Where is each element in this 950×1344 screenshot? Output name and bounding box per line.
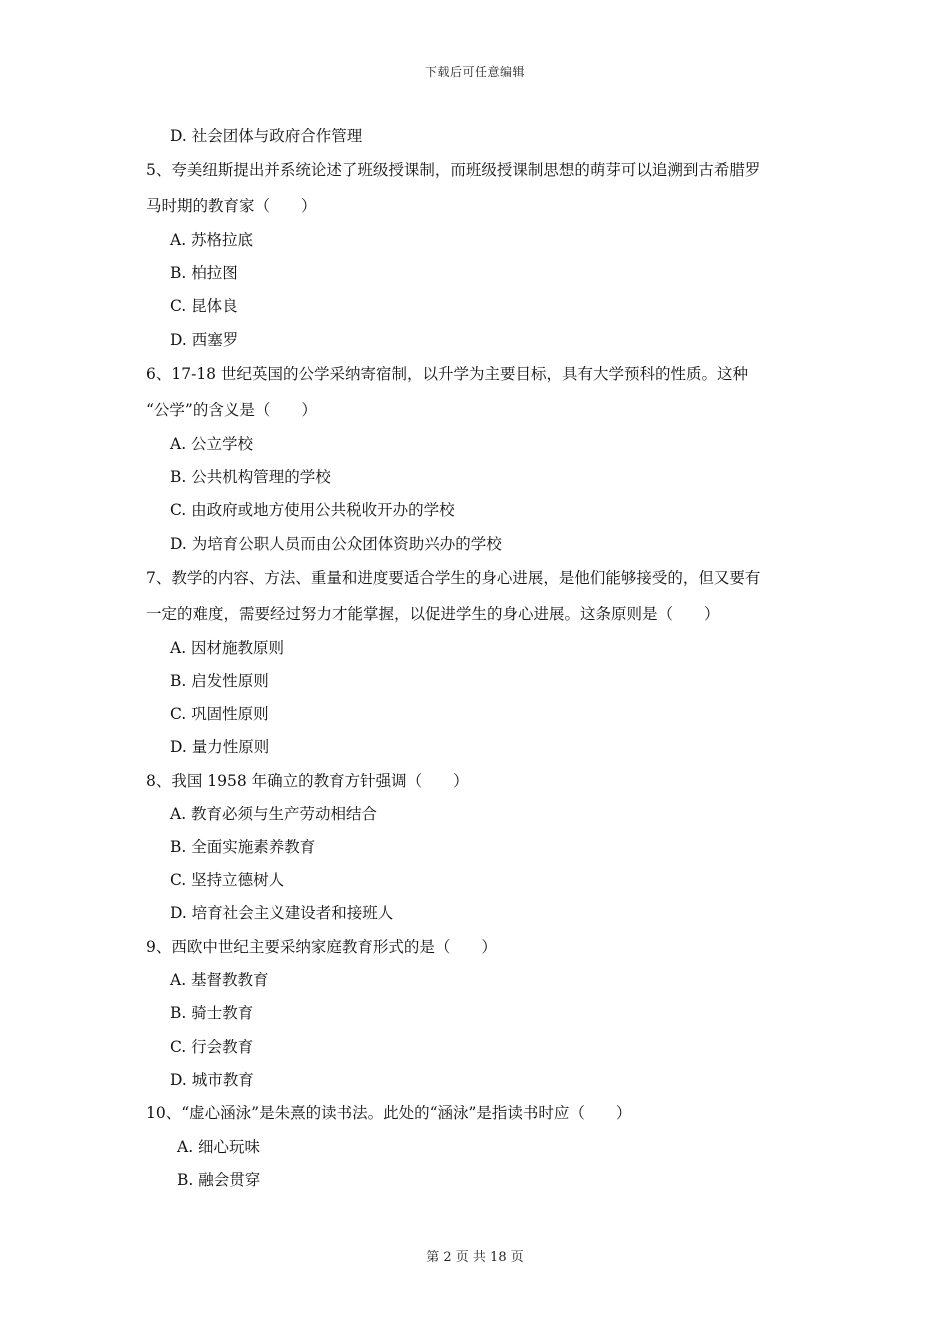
question-5: 5、夸美纽斯提出并系统论述了班级授课制，而班级授课制思想的萌芽可以追溯到古希腊罗: [146, 161, 761, 179]
question-6: 6、17-18 世纪英国的公学采纳寄宿制，以升学为主要目标，具有大学预科的性质。这种: [146, 365, 748, 383]
option-6a: A. 公立学校: [170, 435, 254, 453]
option-6d: D. 为培育公职人员而由公众团体资助兴办的学校: [170, 535, 502, 553]
option-9a: A. 基督教教育: [170, 971, 269, 989]
question-7: 7、教学的内容、方法、重量和进度要适合学生的身心进展，是他们能够接受的，但又要有: [146, 569, 761, 587]
question-5-continued: 马时期的教育家（ ）: [146, 197, 317, 215]
page-footer: 第 2 页 共 18 页: [426, 1250, 524, 1265]
option-9b: B. 骑士教育: [170, 1004, 254, 1022]
option-5a: A. 苏格拉底: [170, 231, 254, 249]
option-10a: A. 细心玩味: [177, 1138, 261, 1156]
option-6c: C. 由政府或地方使用公共税收开办的学校: [170, 501, 455, 519]
option-4d: D. 社会团体与政府合作管理: [170, 127, 363, 145]
question-10: 10、“虚心涵泳”是朱熹的读书法。此处的“涵泳”是指读书时应（ ）: [146, 1104, 632, 1122]
option-8a: A. 教育必须与生产劳动相结合: [170, 805, 378, 823]
option-7c: C. 巩固性原则: [170, 705, 269, 723]
question-9: 9、西欧中世纪主要采纳家庭教育形式的是（ ）: [146, 938, 497, 956]
question-7-continued: 一定的难度，需要经过努力才能掌握，以促进学生的身心进展。这条原则是（ ）: [146, 605, 720, 623]
question-8: 8、我国 1958 年确立的教育方针强调（ ）: [146, 772, 469, 790]
option-6b: B. 公共机构管理的学校: [170, 468, 331, 486]
option-8b: B. 全面实施素养教育: [170, 838, 316, 856]
option-8d: D. 培育社会主义建设者和接班人: [170, 904, 394, 922]
option-10b: B. 融会贯穿: [177, 1171, 261, 1189]
option-5b: B. 柏拉图: [170, 264, 238, 282]
option-7d: D. 量力性原则: [170, 738, 270, 756]
option-5d: D. 西塞罗: [170, 331, 239, 349]
option-9c: C. 行会教育: [170, 1038, 254, 1056]
option-7a: A. 因材施教原则: [170, 639, 285, 657]
question-6-continued: “公学”的含义是（ ）: [146, 401, 317, 419]
page-header: 下载后可任意编辑: [424, 65, 525, 79]
option-5c: C. 昆体良: [170, 297, 238, 315]
option-8c: C. 坚持立德树人: [170, 871, 285, 889]
option-9d: D. 城市教育: [170, 1071, 254, 1089]
option-7b: B. 启发性原则: [170, 672, 269, 690]
